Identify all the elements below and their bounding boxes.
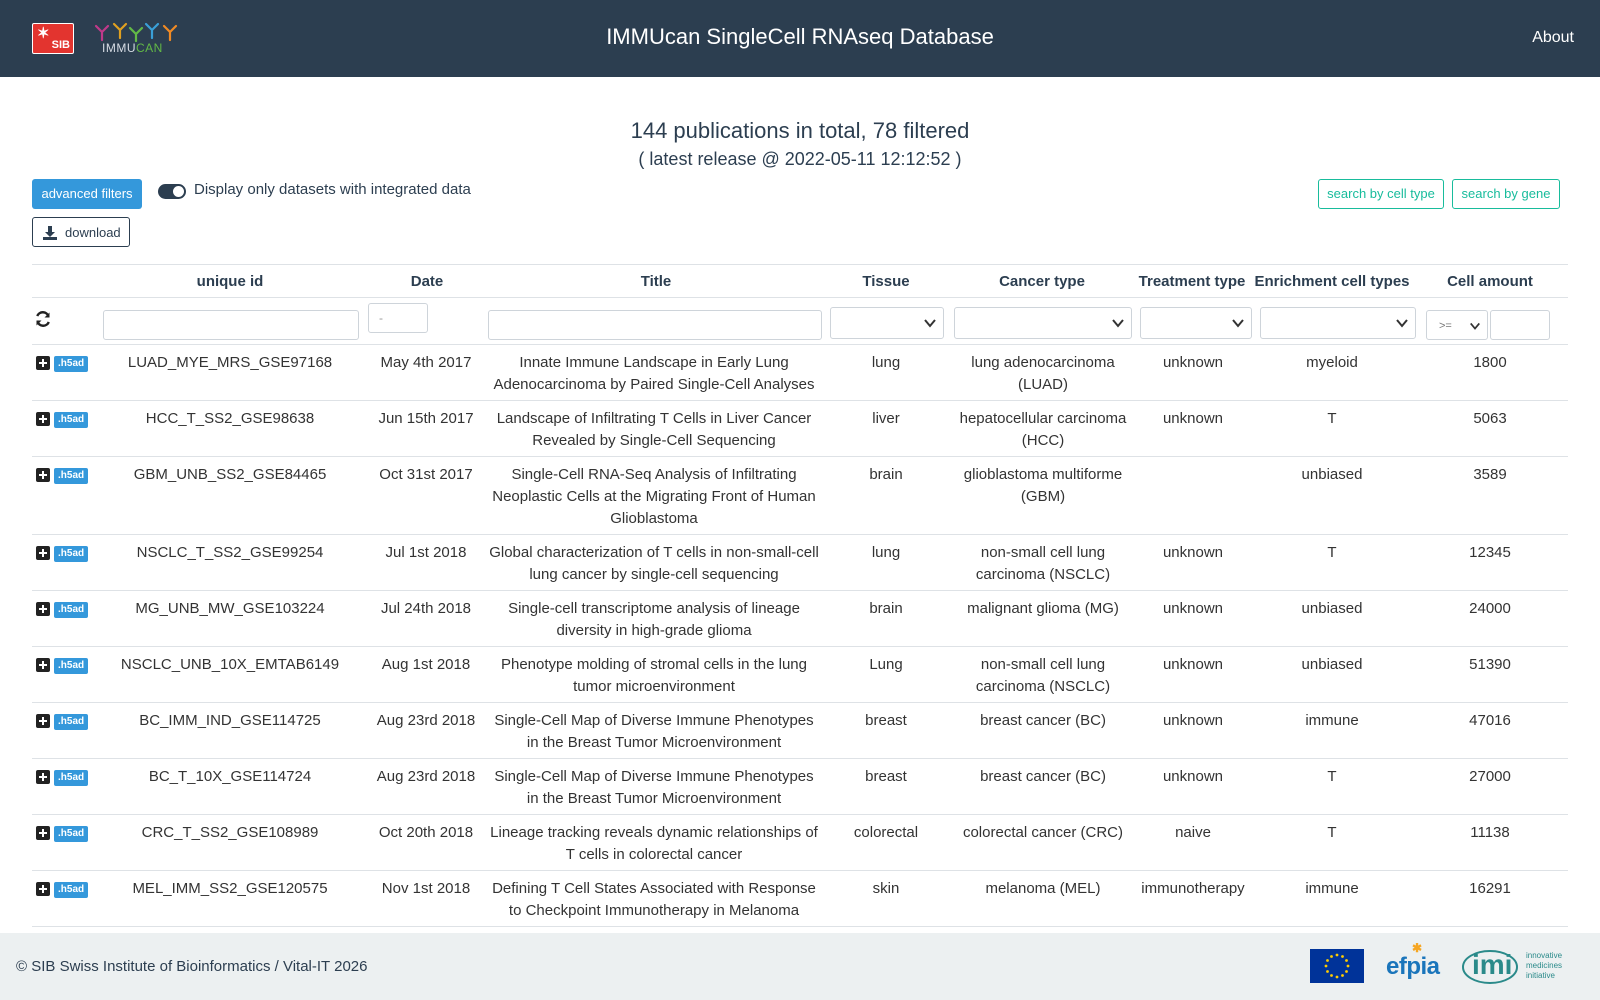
- cell-cancer-type: [952, 710, 1134, 732]
- column-header-date[interactable]: Date: [410, 273, 444, 290]
- cell-title: [482, 766, 826, 810]
- h5ad-download-badge[interactable]: .h5ad: [54, 826, 88, 842]
- cell-cancer-type-line: (LUAD): [1017, 376, 1068, 393]
- cell-unique-id: NSCLC_UNB_10X_EMTAB6149: [120, 656, 340, 673]
- cell-unique-id: BC_IMM_IND_GSE114725: [139, 712, 321, 729]
- cell-unique-id: LUAD_MYE_MRS_GSE97168: [127, 354, 333, 371]
- expand-row-icon[interactable]: [36, 714, 50, 728]
- cell-date: Nov 1st 2018: [381, 880, 471, 897]
- imi-logo: [1462, 949, 1576, 985]
- cell-enrichment: T: [1327, 824, 1337, 841]
- cell-cancer-type-line: lung adenocarcinoma: [971, 354, 1115, 371]
- efpia-star-icon: ✱: [1412, 941, 1422, 955]
- cell-title: [482, 710, 826, 754]
- integrated-data-toggle[interactable]: [158, 184, 186, 199]
- tissue-filter-select[interactable]: [830, 307, 944, 339]
- search-by-cell-type-button[interactable]: search by cell type: [1318, 179, 1444, 209]
- expand-row-icon[interactable]: [36, 356, 50, 370]
- cell-title-line: Innate Immune Landscape in Early Lung: [519, 354, 789, 371]
- table-row[interactable]: [32, 591, 1568, 647]
- copyright: © SIB Swiss Institute of Bioinformatics / Vital-IT 2026: [16, 958, 368, 975]
- expand-row-icon[interactable]: [36, 546, 50, 560]
- cell-amount-operator-value: >=: [1439, 320, 1452, 332]
- h5ad-download-badge[interactable]: .h5ad: [54, 602, 88, 618]
- cell-unique-id: BC_T_10X_GSE114724: [148, 768, 312, 785]
- integrated-data-toggle-label: Display only datasets with integrated data: [194, 181, 471, 198]
- cell-cancer-type-line: carcinoma (NSCLC): [975, 566, 1111, 583]
- h5ad-download-badge[interactable]: .h5ad: [54, 658, 88, 674]
- cell-amount: 11138: [1470, 824, 1510, 841]
- table-row[interactable]: [32, 345, 1568, 401]
- cell-enrichment: T: [1327, 544, 1337, 561]
- cell-treatment-type: naive: [1175, 824, 1211, 841]
- cell-tissue: colorectal: [853, 824, 919, 841]
- cell-amount: 1800: [1473, 354, 1507, 371]
- download-button[interactable]: [32, 217, 130, 247]
- cell-amount: 24000: [1469, 600, 1511, 617]
- unique-id-filter-input[interactable]: [103, 310, 359, 340]
- cell-cancer-type: [952, 598, 1134, 620]
- h5ad-download-badge[interactable]: .h5ad: [54, 356, 88, 372]
- refresh-icon[interactable]: [34, 310, 52, 328]
- cell-cancer-type-line: colorectal cancer (CRC): [962, 824, 1124, 841]
- cell-amount: 3589: [1473, 466, 1507, 483]
- cell-tissue: Lung: [869, 656, 903, 673]
- cell-treatment-type: unknown: [1162, 712, 1224, 729]
- h5ad-download-badge[interactable]: .h5ad: [54, 468, 88, 484]
- immucan-logo-text: IMMUCAN: [102, 41, 163, 55]
- cell-enrichment: immune: [1305, 712, 1359, 729]
- cell-enrichment: unbiased: [1301, 600, 1363, 617]
- cell-cancer-type: [952, 766, 1134, 788]
- column-header-treatment-type[interactable]: Treatment type: [1138, 273, 1246, 290]
- cell-title-line: Defining T Cell States Associated with Response: [492, 880, 816, 897]
- cell-date: May 4th 2017: [380, 354, 472, 371]
- sib-logo-text: SIB: [51, 39, 70, 51]
- cell-unique-id: MG_UNB_MW_GSE103224: [135, 600, 325, 617]
- cell-amount-operator-select[interactable]: [1426, 310, 1488, 340]
- expand-row-icon[interactable]: [36, 468, 50, 482]
- cell-treatment-type: unknown: [1162, 410, 1224, 427]
- table-row[interactable]: [32, 815, 1568, 871]
- cell-cancer-type: [952, 878, 1134, 900]
- chevron-down-icon: [1231, 316, 1245, 330]
- chevron-down-icon: [1469, 320, 1481, 332]
- h5ad-download-badge[interactable]: .h5ad: [54, 882, 88, 898]
- publication-count: 144 publications in total, 78 filtered: [630, 118, 970, 143]
- cell-cancer-type: [952, 408, 1134, 452]
- title-filter-input[interactable]: [488, 310, 822, 340]
- cell-title-line: Phenotype molding of stromal cells in the lung: [500, 656, 807, 673]
- expand-row-icon[interactable]: [36, 770, 50, 784]
- eu-stars-icon: [1310, 949, 1364, 983]
- cell-treatment-type: unknown: [1162, 354, 1224, 371]
- release-info: ( latest release @ 2022-05-11 12:12:52 ): [638, 149, 962, 169]
- cell-title-line: diversity in high-grade glioma: [556, 622, 752, 639]
- expand-row-icon[interactable]: [36, 882, 50, 896]
- cell-cancer-type: [952, 464, 1134, 508]
- cell-tissue: breast: [865, 768, 907, 785]
- table-row[interactable]: [32, 535, 1568, 591]
- imi-logo-text: imi: [1472, 949, 1513, 980]
- cell-amount: 47016: [1469, 712, 1511, 729]
- date-filter-input[interactable]: -: [368, 303, 428, 333]
- efpia-logo-text: efpia: [1386, 953, 1440, 980]
- cell-treatment-type: immunotherapy: [1141, 880, 1245, 897]
- cell-title-line: in the Breast Tumor Microenvironment: [526, 734, 782, 751]
- cell-title-line: Global characterization of T cells in non-small-cell: [489, 544, 819, 561]
- advanced-filters-button[interactable]: advanced filters: [32, 179, 142, 209]
- cell-cancer-type: [952, 654, 1134, 698]
- cell-date: Aug 1st 2018: [381, 656, 471, 673]
- cell-cancer-type: [952, 352, 1134, 396]
- h5ad-download-badge[interactable]: .h5ad: [54, 714, 88, 730]
- cell-cancer-type-line: non-small cell lung: [980, 544, 1106, 561]
- efpia-logo: [1386, 941, 1440, 981]
- cell-date: Oct 31st 2017: [379, 466, 473, 483]
- cell-date: Jul 1st 2018: [385, 544, 467, 561]
- cell-title-line: Single-Cell Map of Diverse Immune Phenotypes: [494, 712, 814, 729]
- cell-cancer-type-line: glioblastoma multiforme: [963, 466, 1123, 483]
- cell-title-line: Single-cell transcriptome analysis of lineage: [508, 600, 800, 617]
- cell-amount: 51390: [1469, 656, 1511, 673]
- cell-title: [482, 878, 826, 922]
- cell-tissue: brain: [869, 466, 903, 483]
- cell-unique-id: GBM_UNB_SS2_GSE84465: [133, 466, 327, 483]
- eu-flag-logo: [1310, 949, 1364, 983]
- cell-tissue: liver: [872, 410, 900, 427]
- navbar: [0, 0, 1600, 77]
- cell-title-line: Single-Cell RNA-Seq Analysis of Infiltrating: [511, 466, 797, 483]
- cell-enrichment: immune: [1305, 880, 1359, 897]
- cell-cancer-type-line: breast cancer (BC): [980, 712, 1106, 729]
- cell-title-line: Adenocarcinoma by Paired Single-Cell Analyses: [493, 376, 815, 393]
- table-row[interactable]: [32, 703, 1568, 759]
- column-header-unique-id[interactable]: unique id: [196, 273, 264, 290]
- expand-row-icon[interactable]: [36, 412, 50, 426]
- download-label: download: [65, 225, 121, 240]
- cell-amount: 5063: [1473, 410, 1507, 427]
- cell-unique-id: HCC_T_SS2_GSE98638: [145, 410, 315, 427]
- cell-amount: 12345: [1469, 544, 1511, 561]
- cell-enrichment: myeloid: [1306, 354, 1358, 371]
- cell-title: [482, 598, 826, 642]
- cell-treatment-type: unknown: [1162, 656, 1224, 673]
- cell-tissue: lung: [871, 354, 901, 371]
- chevron-down-icon: [1111, 316, 1125, 330]
- cell-cancer-type: [952, 542, 1134, 586]
- cell-date: Aug 23rd 2018: [376, 768, 476, 785]
- search-by-gene-button[interactable]: search by gene: [1452, 179, 1560, 209]
- cell-tissue: lung: [871, 544, 901, 561]
- cell-title: [482, 352, 826, 396]
- table-row[interactable]: [32, 871, 1568, 927]
- cell-enrichment: unbiased: [1301, 656, 1363, 673]
- cell-cancer-type-line: melanoma (MEL): [985, 880, 1101, 897]
- cell-date: Jun 15th 2017: [378, 410, 474, 427]
- cell-title-line: Lineage tracking reveals dynamic relationships of: [490, 824, 818, 841]
- cell-amount-filter-input[interactable]: [1490, 310, 1550, 340]
- cell-title-line: Landscape of Infiltrating T Cells in Liver Cancer: [496, 410, 812, 427]
- footer: [0, 933, 1600, 1000]
- cell-title-line: to Checkpoint Immunotherapy in Melanoma: [508, 902, 800, 919]
- cell-title: [482, 654, 826, 698]
- table-row[interactable]: [32, 401, 1568, 457]
- cell-date: Oct 20th 2018: [378, 824, 474, 841]
- expand-row-icon[interactable]: [36, 658, 50, 672]
- cell-cancer-type: [952, 822, 1134, 844]
- cell-title-line: in the Breast Tumor Microenvironment: [526, 790, 782, 807]
- cell-title-line: lung cancer by single-cell sequencing: [529, 566, 779, 583]
- column-header-title[interactable]: Title: [640, 273, 672, 290]
- cell-tissue: breast: [865, 712, 907, 729]
- cell-amount: 16291: [1469, 880, 1511, 897]
- treatment-type-filter-select[interactable]: [1140, 307, 1252, 339]
- imi-logo-subtext: innovative medicines initiative: [1526, 951, 1563, 980]
- filter-row: [32, 298, 1568, 345]
- column-header-tissue[interactable]: Tissue: [862, 273, 910, 290]
- h5ad-download-badge[interactable]: .h5ad: [54, 770, 88, 786]
- cancer-type-filter-select[interactable]: [954, 307, 1132, 339]
- h5ad-download-badge[interactable]: .h5ad: [54, 412, 88, 428]
- cell-unique-id: CRC_T_SS2_GSE108989: [141, 824, 319, 841]
- cell-amount: 27000: [1469, 768, 1511, 785]
- sib-star-icon: ✶: [37, 25, 50, 42]
- cell-treatment-type: unknown: [1162, 768, 1224, 785]
- column-header-cancer-type[interactable]: Cancer type: [999, 273, 1085, 290]
- cell-tissue: skin: [872, 880, 900, 897]
- table-header: [32, 264, 1568, 298]
- cell-title-line: Single-Cell Map of Diverse Immune Phenotypes: [494, 768, 814, 785]
- expand-row-icon[interactable]: [36, 826, 50, 840]
- cell-title: [482, 464, 826, 530]
- table-row[interactable]: [32, 647, 1568, 703]
- cell-title-line: Glioblastoma: [610, 510, 698, 527]
- column-header-cell-amount[interactable]: Cell amount: [1447, 273, 1533, 290]
- cell-treatment-type: unknown: [1162, 544, 1224, 561]
- cell-title-line: tumor microenvironment: [573, 678, 735, 695]
- cell-unique-id: NSCLC_T_SS2_GSE99254: [136, 544, 324, 561]
- cell-cancer-type-line: (HCC): [1021, 432, 1065, 449]
- column-header-enrichment-cell-types[interactable]: Enrichment cell types: [1254, 273, 1410, 290]
- cell-unique-id: MEL_IMM_SS2_GSE120575: [132, 880, 328, 897]
- h5ad-download-badge[interactable]: .h5ad: [54, 546, 88, 562]
- toggle-knob: [173, 186, 184, 197]
- cell-cancer-type-line: non-small cell lung: [980, 656, 1106, 673]
- cell-title-line: Neoplastic Cells at the Migrating Front of Human: [492, 488, 816, 505]
- cell-enrichment: T: [1327, 410, 1337, 427]
- cell-title: [482, 408, 826, 452]
- cell-enrichment: unbiased: [1301, 466, 1363, 483]
- cell-date: Aug 23rd 2018: [376, 712, 476, 729]
- cell-cancer-type-line: carcinoma (NSCLC): [975, 678, 1111, 695]
- table-row[interactable]: [32, 457, 1568, 535]
- cell-title: [482, 822, 826, 866]
- cell-cancer-type-line: (GBM): [1020, 488, 1066, 505]
- cell-title-line: T cells in colorectal cancer: [565, 846, 743, 863]
- download-icon: [42, 225, 58, 241]
- cell-cancer-type-line: malignant glioma (MG): [967, 600, 1119, 617]
- cell-title: [482, 542, 826, 586]
- cell-tissue: brain: [869, 600, 903, 617]
- app-title: IMMUcan SingleCell RNAseq Database: [606, 24, 994, 49]
- cell-cancer-type-line: hepatocellular carcinoma: [959, 410, 1127, 427]
- chevron-down-icon: [1395, 316, 1409, 330]
- expand-row-icon[interactable]: [36, 602, 50, 616]
- enrichment-cell-types-filter-select[interactable]: [1260, 307, 1416, 339]
- cell-date: Jul 24th 2018: [380, 600, 472, 617]
- chevron-down-icon: [923, 316, 937, 330]
- cell-treatment-type: unknown: [1162, 600, 1224, 617]
- table-row[interactable]: [32, 759, 1568, 815]
- about-link[interactable]: About: [1532, 29, 1574, 46]
- cell-cancer-type-line: breast cancer (BC): [980, 768, 1106, 785]
- cell-enrichment: T: [1327, 768, 1337, 785]
- cell-title-line: Revealed by Single-Cell Sequencing: [532, 432, 776, 449]
